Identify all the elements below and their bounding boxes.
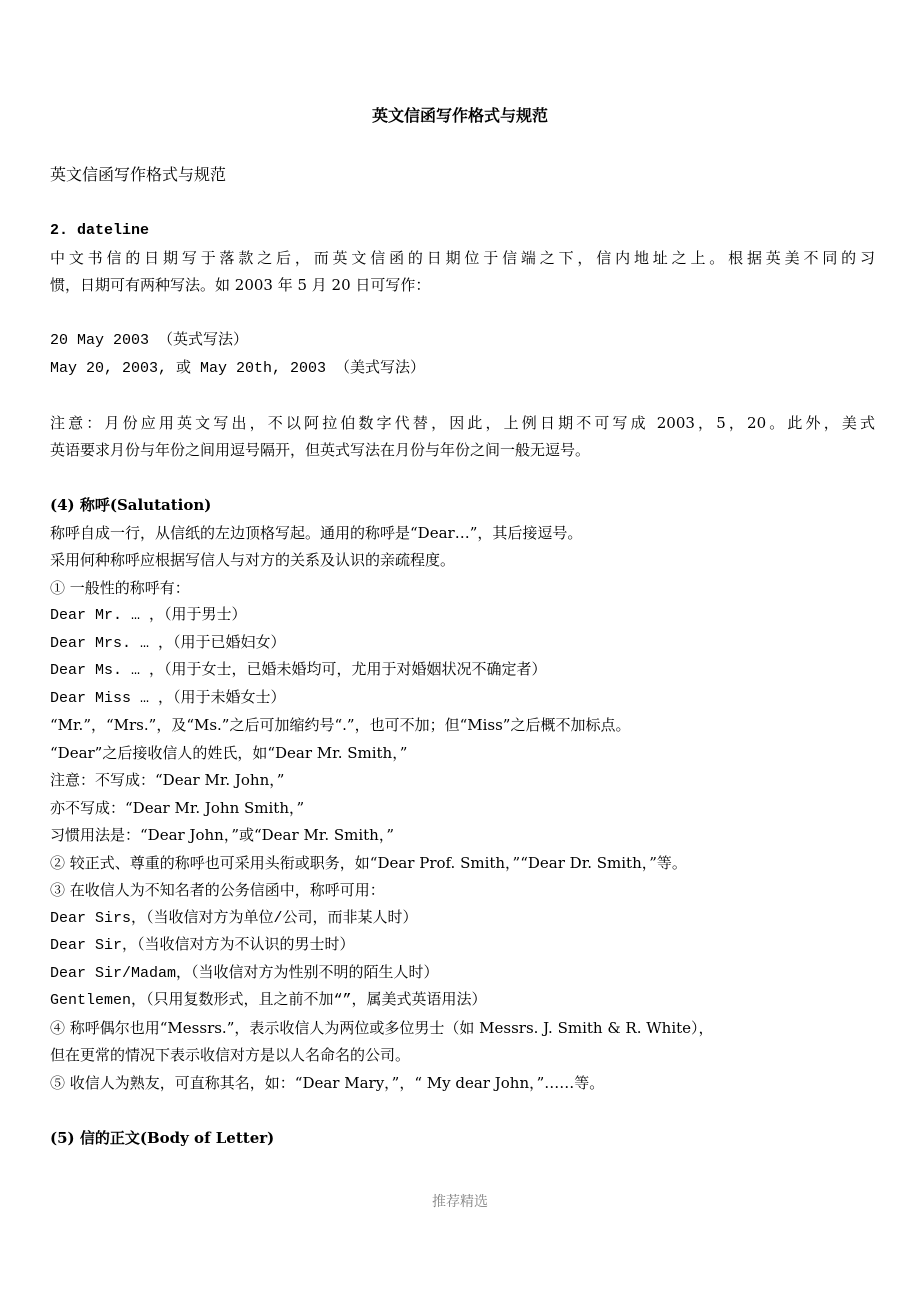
salutation-example: Dear Mr. … ，（用于男士）: [50, 607, 247, 624]
list-item: ② 较正式、尊重的称呼也可采用头衔或职务，如“Dear Prof. Smith，”“Dear Dr. Smith，”等。: [50, 853, 687, 872]
list-item: ① 一般性的称呼有：: [50, 578, 190, 597]
document-subtitle: 英文信函写作格式与规范: [50, 165, 227, 184]
blank-line: [50, 382, 875, 410]
blank-line: [50, 465, 875, 493]
page-footer: 推荐精选: [432, 1194, 488, 1210]
paragraph-line: 称呼自成一行，从信纸的左边顶格写起。通用的称呼是“Dear…”，其后接逗号。: [50, 523, 583, 542]
list-item: ③ 在收信人为不知名者的公务信函中，称呼可用：: [50, 881, 385, 899]
list-item: ④ 称呼偶尔也用“Messrs.”，表示收信人为两位或多位男士（如 Messrs. J. Smith & R. White），: [50, 1018, 714, 1037]
salutation-example: Dear Sirs，（当收信对方为单位/公司，而非某人时）: [50, 909, 418, 927]
section-heading-body-of-letter: (5) 信的正文(Body of Letter): [50, 1128, 275, 1147]
paragraph-line: “Dear”之后接收信人的姓氏，如“Dear Mr. Smith，”: [50, 743, 408, 762]
paragraph-line: 亦不写成：“Dear Mr. John Smith，”: [50, 798, 305, 817]
document-body: [50, 217, 875, 1152]
section-heading-dateline: 2. dateline: [50, 222, 150, 239]
blank-line: [50, 1097, 875, 1125]
paragraph-line: 但在更常的情况下表示收信对方是以人名命名的公司。: [50, 1046, 411, 1064]
salutation-example: Dear Sir，（当收信对方为不认识的男士时）: [50, 937, 355, 954]
paragraph-line: 注意：月份应用英文写出，不以阿拉伯数字代替，因此，上例日期不可写成 2003，5，20。此外，美式: [50, 413, 875, 432]
date-example-american: May 20, 2003, 或 May 20th, 2003 （美式写法）: [50, 359, 426, 377]
salutation-example: Dear Mrs. … ，（用于已婚妇女）: [50, 634, 286, 652]
blank-line: [50, 300, 875, 328]
salutation-example: Dear Miss … ，（用于未婚女士）: [50, 689, 286, 707]
paragraph-line: 中文书信的日期写于落款之后，而英文信函的日期位于信端之下，信内地址之上。根据英美不同的习: [50, 248, 875, 267]
salutation-example: Dear Sir/Madam，（当收信对方为性别不明的陌生人时）: [50, 964, 439, 982]
paragraph-line: 采用何种称呼应根据写信人与对方的关系及认识的亲疏程度。: [50, 551, 456, 569]
section-heading-salutation: (4) 称呼(Salutation): [50, 496, 212, 514]
date-example-british: 20 May 2003 （英式写法）: [50, 332, 249, 349]
list-item: ⑤ 收信人为熟友，可直称其名，如：“Dear Mary，”，“ My dear John，”……等。: [50, 1073, 605, 1092]
paragraph-line: 英语要求月份与年份之间用逗号隔开，但英式写法在月份与年份之间一般无逗号。: [50, 441, 591, 459]
paragraph-line: 注意：不写成：“Dear Mr. John，”: [50, 771, 285, 789]
salutation-example: Dear Ms. … ，（用于女士，已婚未婚均可，尤用于对婚姻状况不确定者）: [50, 662, 547, 679]
paragraph-line: “Mr.”，“Mrs.”，及“Ms.”之后可加缩约号“.”，也可不加；但“Miss”之后概不加标点。: [50, 716, 631, 734]
document-title: 英文信函写作格式与规范: [371, 106, 548, 125]
salutation-example: Gentlemen，（只用复数形式，且之前不加“”，属美式英语用法）: [50, 992, 487, 1009]
paragraph-line: 惯，日期可有两种写法。如 2003 年 5 月 20 日可写作：: [50, 276, 431, 294]
paragraph-line: 习惯用法是：“Dear John，”或“Dear Mr. Smith，”: [50, 826, 395, 844]
